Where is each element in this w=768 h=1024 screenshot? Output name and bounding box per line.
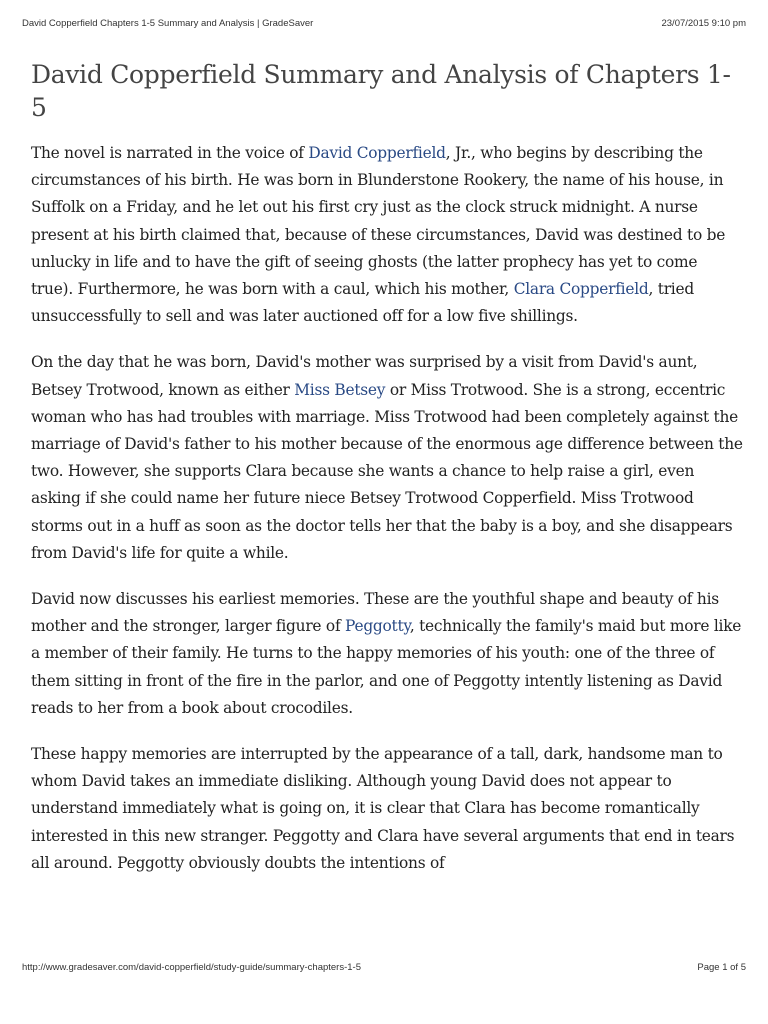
paragraph-1 xyxy=(31,140,743,330)
paragraph-text: The novel is narrated in the voice of xyxy=(31,144,309,162)
paragraph-text: , technically the family's maid but more like a member of their family. He turns to the happy memories of his youth: one of the three of them sitting in front of the fire in the parlor, and one of Peggotty intently listening as David reads to her from a book about crocodiles. xyxy=(31,617,742,717)
link-david-copperfield[interactable]: David Copperfield xyxy=(308,144,446,162)
link-clara-copperfield[interactable]: Clara Copperfield xyxy=(513,280,649,299)
link-miss-betsey[interactable]: Miss Betsey xyxy=(294,380,386,399)
print-url: http://www.gradesaver.com/david-copperfield/study-guide/summary-chapters-1-5 xyxy=(22,962,361,973)
paragraph-text: These happy memories are interrupted by the appearance of a tall, dark, handsome man to whom David takes an immediate disliking. Although young David does not appear to understand immediately what is going on, it is clear that Clara has become romantically interested in this new stranger. Peggotty and Clara have several arguments that end in tears all around. Peggotty obviously doubts the intentions of xyxy=(31,745,735,872)
paragraph-text: On the day that he was born, David's mother was surprised by a visit from David's aunt, Betsey Trotwood, known as either xyxy=(31,353,698,399)
paragraph-4 xyxy=(31,741,743,877)
print-datetime: 23/07/2015 9:10 pm xyxy=(661,18,746,29)
paragraph-text: , tried unsuccessfully to sell and was later auctioned off for a low five shillings. xyxy=(31,280,694,326)
print-page-number: Page 1 of 5 xyxy=(697,962,746,973)
paragraph-2 xyxy=(31,349,743,567)
print-header xyxy=(22,18,746,29)
print-page-title: David Copperfield Chapters 1-5 Summary and Analysis | GradeSaver xyxy=(22,18,314,29)
paragraph-text: , Jr., who begins by describing the circumstances of his birth. He was born in Blunderstone Rookery, the name of his house, in Suffolk on a Friday, and he let out his first cry just as the clock struck midnight. A nurse present at his birth claimed that, because of these circumstances, David was destined to be unlucky in life and to have the gift of seeing ghosts (the latter prophecy has yet to come true). Furthermore, he was born with a caul, which his mother, xyxy=(31,144,726,299)
article xyxy=(31,58,743,896)
article-title: David Copperfield Summary and Analysis of Chapters 1-5 xyxy=(31,60,731,122)
paragraph-3 xyxy=(31,586,743,722)
paragraph-text: David now discusses his earliest memories. These are the youthful shape and beauty of his mother and the stronger, larger figure of xyxy=(31,590,719,636)
print-footer xyxy=(22,962,746,973)
link-peggotty[interactable]: Peggotty xyxy=(345,617,410,636)
paragraph-text: or Miss Trotwood. She is a strong, eccentric woman who has had troubles with marriage. Miss Trotwood had been completely against the marriage of David's father to his mother because of the enormous age difference between the two. However, she supports Clara because she wants a chance to help raise a girl, even asking if she could name her future niece Betsey Trotwood Copperfield. Miss Trotwood storms out in a huff as soon as the doctor tells her that the baby is a boy, and she disappears from David's life for quite a while. xyxy=(31,380,743,562)
